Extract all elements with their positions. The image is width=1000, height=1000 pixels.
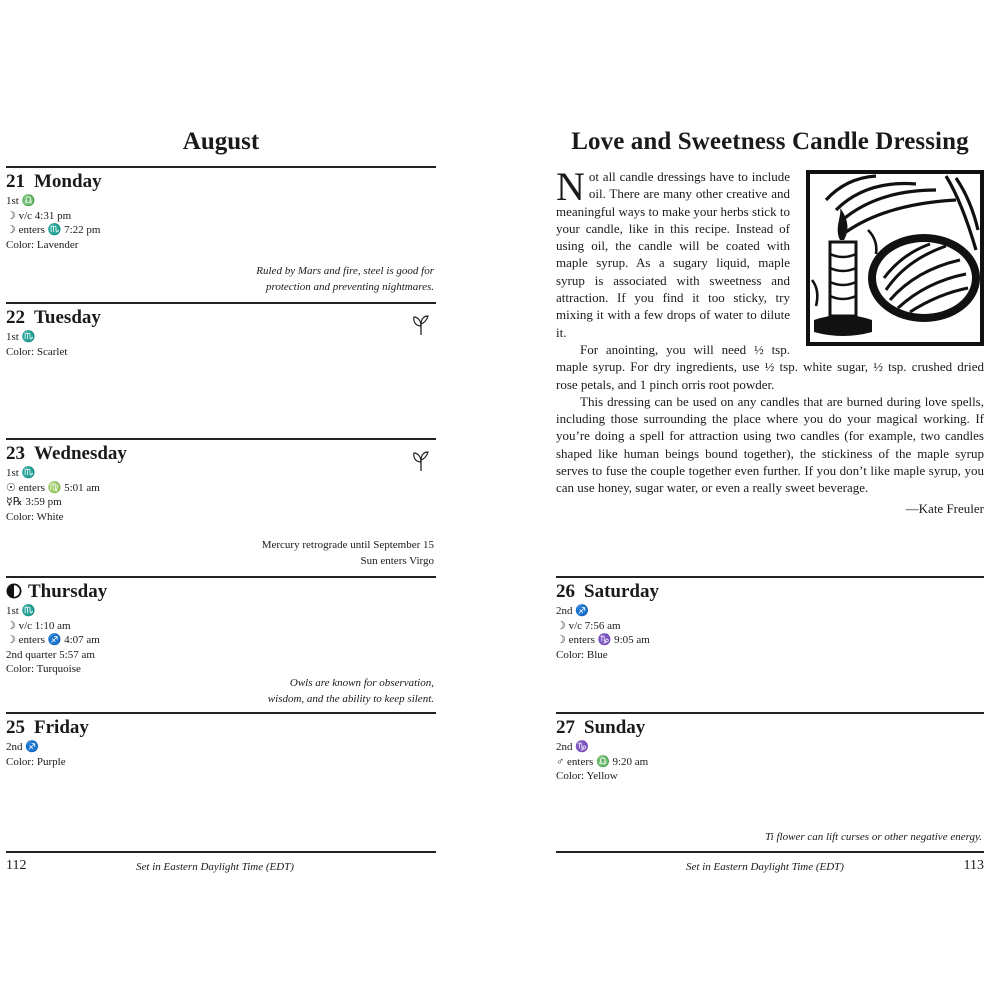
color-line: Color: Yellow xyxy=(556,770,618,782)
article-paragraph: For anointing, you will need ½ tsp. maple syrup. For dry ingredients, use ½ tsp. white sugar, ½ tsp. crushed dried rose petals, and 1 pinch orris root powder. xyxy=(556,341,984,392)
moon-sign-line: 2nd ♑ xyxy=(556,741,589,753)
day-block-friday xyxy=(6,712,436,848)
day-number: 23 xyxy=(6,443,25,464)
day-note: Ruled by Mars and fire, steel is good for protection and preventing nightmares. xyxy=(256,265,434,293)
quarter-line: 2nd quarter 5:57 am xyxy=(6,648,95,661)
sun-enters-line: ☉ enters ♍ 5:01 am xyxy=(6,481,100,494)
day-details xyxy=(6,466,100,524)
color-line: Color: White xyxy=(6,510,64,523)
day-name: Wednesday xyxy=(34,443,127,464)
day-note: Mercury retrograde until September 15 Sun enters Virgo xyxy=(261,539,434,567)
candle-woodcut-illustration xyxy=(806,170,984,346)
day-name: Thursday xyxy=(28,581,108,602)
moon-sign-line: 2nd ♐ xyxy=(556,605,589,617)
moon-enters-line: ☽ enters ♏ 7:22 pm xyxy=(6,224,101,236)
color-line: Color: Lavender xyxy=(6,238,79,251)
article-paragraph: Not all candle dressings have to include oil. There are many other creative and meaningful ways to make your herbs stick to your candle, like in this recipe. Instead of using oil, the candle will be coated with maple syrup. As a sugary liquid, maple syrup is associated with sweetness and attraction. If you find it too sticky, try mixing it with a few drops of water to dilute it. xyxy=(556,164,790,340)
moon-sign-line: 2nd ♐ xyxy=(6,741,39,753)
day-divider xyxy=(556,712,984,714)
day-name: Tuesday xyxy=(34,307,101,328)
day-divider xyxy=(6,576,436,578)
mercury-retrograde-line: ☿℞ 3:59 pm xyxy=(6,496,62,508)
day-block-monday xyxy=(6,166,436,302)
color-line: Color: Blue xyxy=(556,648,608,661)
day-divider xyxy=(6,302,436,304)
void-of-course-line: ☽ v/c 7:56 am xyxy=(556,619,621,632)
day-details xyxy=(6,330,67,359)
day-name: Friday xyxy=(34,717,89,738)
day-details xyxy=(6,604,100,677)
article xyxy=(556,164,984,517)
day-number: 26 xyxy=(556,581,575,602)
footer-divider xyxy=(556,851,984,853)
right-page xyxy=(556,0,984,1000)
moon-enters-line: ☽ enters ♐ 4:07 am xyxy=(6,634,100,646)
day-title xyxy=(6,717,89,739)
first-quarter-moon-icon xyxy=(6,583,22,599)
day-divider xyxy=(556,576,984,578)
day-number: 25 xyxy=(6,717,25,738)
article-paragraph: This dressing can be used on any candles that are burned during love spells, including those surrounding the place where you do your magical working. If you’re doing a spell for attraction using two candles (for example, two candles shaped like human beings bound together), the stickiness of the maple syrup serves to fuse the couple together even further. If you don’t like maple syrup, you can use honey, sugar water, or even a really sweet beverage. xyxy=(556,393,984,496)
day-name: Monday xyxy=(34,171,102,192)
day-title xyxy=(556,717,645,739)
footer-divider xyxy=(6,851,436,853)
day-note: Owls are known for observation, wisdom, and the ability to keep silent. xyxy=(267,677,434,705)
page-number: 112 xyxy=(6,858,27,873)
day-block-thursday xyxy=(6,576,436,712)
day-number: 22 xyxy=(6,307,25,328)
day-name: Saturday xyxy=(584,581,659,602)
void-of-course-line: ☽ v/c 1:10 am xyxy=(6,619,71,632)
color-line: Color: Purple xyxy=(6,755,66,768)
day-divider xyxy=(6,166,436,168)
drop-cap: N xyxy=(556,164,585,209)
footer-note: Set in Eastern Daylight Time (EDT) xyxy=(686,861,844,873)
moon-sign-line: 1st ♎ xyxy=(6,195,36,207)
moon-sign-line: 1st ♏ xyxy=(6,605,36,617)
page-heading: Love and Sweetness Candle Dressing xyxy=(571,128,969,155)
day-block-wednesday xyxy=(6,438,436,576)
day-block-tuesday xyxy=(6,302,436,438)
day-divider xyxy=(6,712,436,714)
day-details xyxy=(556,740,648,784)
day-block-saturday xyxy=(556,576,984,712)
page-number: 113 xyxy=(963,858,984,873)
moon-sign-line: 1st ♏ xyxy=(6,467,36,479)
day-title xyxy=(6,581,107,603)
color-line: Color: Turquoise xyxy=(6,663,81,675)
day-details xyxy=(6,740,66,769)
sprout-icon xyxy=(412,314,430,336)
day-details xyxy=(556,604,650,662)
day-block-sunday xyxy=(556,712,984,848)
moon-sign-line: 1st ♏ xyxy=(6,331,36,343)
day-title xyxy=(6,443,127,465)
day-title xyxy=(556,581,659,603)
color-line: Color: Scarlet xyxy=(6,345,68,358)
sprout-icon xyxy=(412,450,430,472)
moon-enters-line: ☽ enters ♑ 9:05 am xyxy=(556,634,650,646)
page-heading: August xyxy=(182,128,260,155)
day-divider xyxy=(6,438,436,440)
left-page xyxy=(6,0,436,1000)
footer-note: Set in Eastern Daylight Time (EDT) xyxy=(136,861,294,873)
day-number: 21 xyxy=(6,171,25,192)
void-of-course-line: ☽ v/c 4:31 pm xyxy=(6,209,72,222)
day-details xyxy=(6,194,100,252)
day-name: Sunday xyxy=(584,717,646,738)
day-note: Ti flower can lift curses or other negative energy. xyxy=(765,831,982,843)
day-number: 27 xyxy=(556,717,575,738)
article-attribution: —Kate Freuler xyxy=(905,500,984,516)
day-title xyxy=(6,171,102,193)
day-title xyxy=(6,307,101,329)
mars-enters-line: ♂ enters ♎ 9:20 am xyxy=(556,755,649,768)
